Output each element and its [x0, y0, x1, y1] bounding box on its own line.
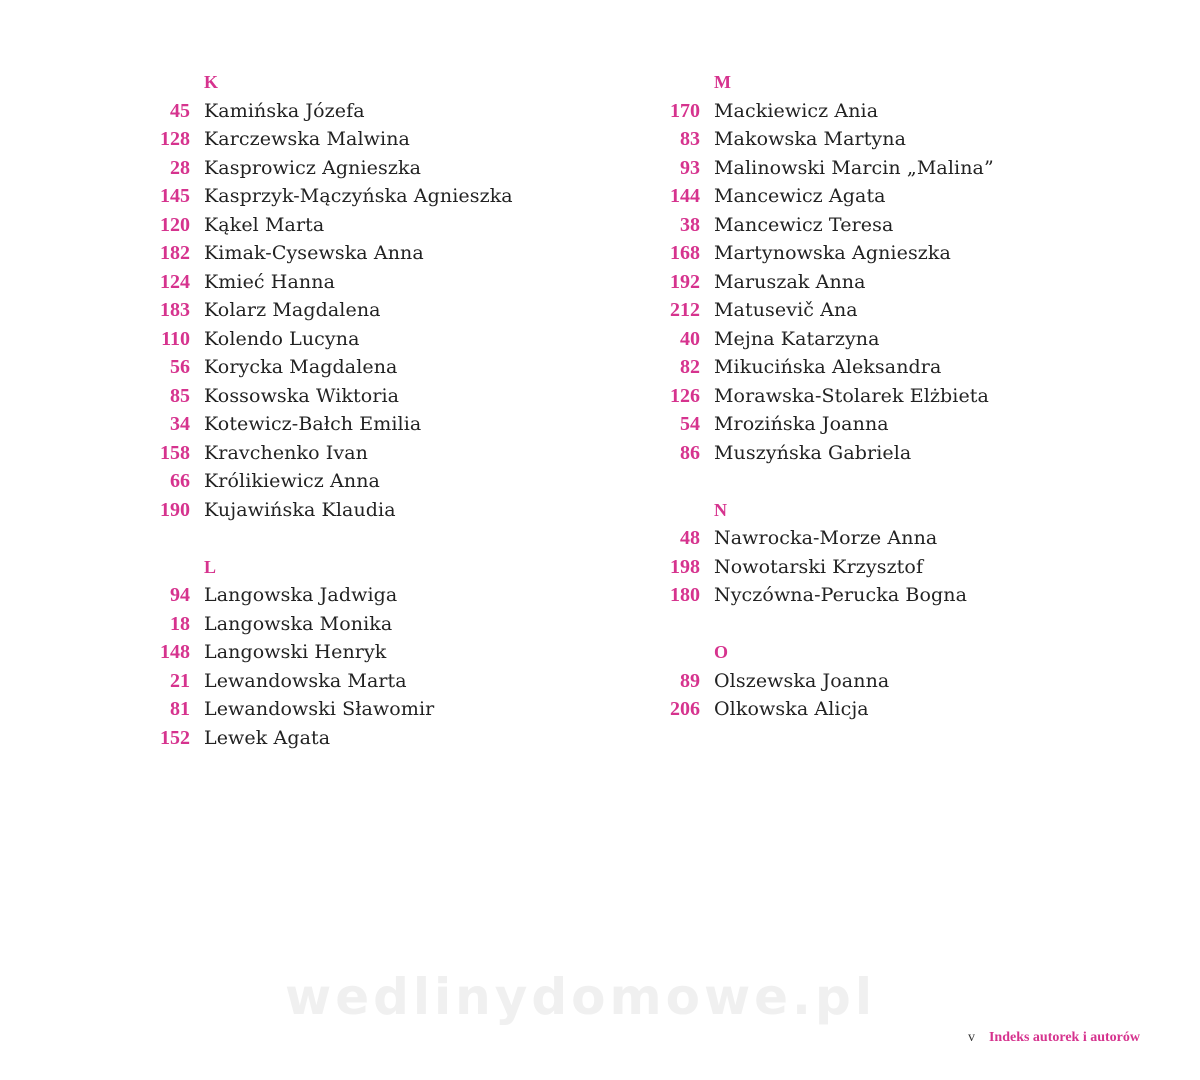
- entry-page-number: 93: [680, 156, 700, 179]
- index-entry: [660, 268, 1180, 297]
- entry-author-name: Nawrocka-Morze Anna: [714, 527, 938, 549]
- entry-author-name: Lewandowska Marta: [204, 669, 407, 692]
- entry-author-name: Kasprzyk-Mączyńska Agnieszka: [204, 185, 513, 207]
- entry-author-name: Mancewicz Teresa: [714, 213, 894, 236]
- index-entry: [660, 410, 1180, 439]
- entry-author-name: Mejna Katarzyna: [714, 327, 880, 350]
- index-entry: [150, 125, 670, 154]
- entry-author-name: Langowska Monika: [204, 612, 393, 635]
- entry-page-number: 158: [160, 441, 190, 464]
- entry-author-name: Lewandowski Sławomir: [204, 698, 435, 720]
- entry-page-number: 145: [160, 185, 190, 207]
- page-number: v: [967, 1030, 975, 1045]
- entry-page-number: 28: [170, 156, 190, 179]
- index-entry: [660, 125, 1180, 154]
- index-entry: [150, 581, 670, 610]
- entry-page-number: 85: [170, 384, 190, 407]
- entry-page-number: 83: [680, 128, 700, 150]
- index-entry: [150, 467, 670, 496]
- index-entry: [150, 638, 670, 667]
- entry-author-name: Kujawińska Klaudia: [204, 498, 396, 521]
- entry-author-name: Nyczówna-Perucka Bogna: [714, 584, 968, 606]
- index-entry: [150, 97, 670, 126]
- entry-page-number: 128: [160, 128, 190, 150]
- entry-page-number: 66: [170, 470, 190, 492]
- running-title: Indeks autorek i autorów: [988, 1030, 1140, 1045]
- entry-author-name: Kolarz Magdalena: [204, 299, 381, 321]
- section-letter: L: [204, 556, 217, 577]
- index-section: [660, 496, 1180, 610]
- page-footer: [968, 1030, 1140, 1046]
- entry-page-number: 148: [160, 641, 190, 663]
- entry-author-name: Kąkel Marta: [204, 213, 325, 236]
- entry-author-name: Kolendo Lucyna: [204, 327, 360, 350]
- index-entry: [150, 353, 670, 382]
- watermark: wedlinydomowe.pl: [285, 968, 876, 1026]
- entry-page-number: 212: [670, 299, 700, 321]
- index-entry: [660, 382, 1180, 411]
- entry-page-number: 183: [160, 299, 190, 321]
- entry-page-number: 86: [680, 441, 700, 464]
- entry-author-name: Kravchenko Ivan: [204, 441, 368, 464]
- section-letter: K: [204, 72, 219, 92]
- entry-page-number: 18: [170, 612, 190, 635]
- entry-page-number: 152: [160, 726, 190, 749]
- index-entry: [150, 239, 670, 268]
- entry-page-number: 124: [160, 270, 190, 293]
- entry-author-name: Kossowska Wiktoria: [204, 384, 400, 407]
- index-entry: [150, 182, 670, 211]
- entry-page-number: 192: [670, 270, 700, 293]
- entry-author-name: Lewek Agata: [204, 726, 331, 749]
- entry-author-name: Korycka Magdalena: [204, 356, 398, 378]
- entry-page-number: 170: [670, 99, 700, 122]
- entry-author-name: Kasprowicz Agnieszka: [204, 156, 422, 179]
- index-entry: [150, 439, 670, 468]
- index-entry: [660, 439, 1180, 468]
- entry-page-number: 45: [170, 99, 190, 122]
- entry-author-name: Langowski Henryk: [204, 641, 387, 663]
- entry-page-number: 168: [670, 242, 700, 264]
- index-column-right: [660, 68, 1180, 752]
- index-entry: [660, 97, 1180, 126]
- entry-page-number: 81: [170, 698, 190, 720]
- entry-author-name: Mancewicz Agata: [714, 185, 886, 207]
- index-entry: [150, 325, 670, 354]
- index-entry: [150, 724, 670, 753]
- index-section: [150, 68, 670, 524]
- entry-author-name: Królikiewicz Anna: [204, 470, 380, 492]
- index-entry: [660, 154, 1180, 183]
- index-section: [660, 638, 1180, 724]
- entry-author-name: Martynowska Agnieszka: [714, 242, 951, 264]
- entry-page-number: 38: [680, 213, 700, 236]
- index-entry: [660, 325, 1180, 354]
- entry-author-name: Malinowski Marcin „Malina”: [714, 156, 994, 179]
- index-entry: [660, 353, 1180, 382]
- index-entry: [150, 695, 670, 724]
- index-entry: [660, 695, 1180, 724]
- entry-page-number: 94: [170, 584, 190, 606]
- entry-author-name: Olszewska Joanna: [714, 669, 890, 692]
- entry-page-number: 120: [160, 213, 190, 236]
- entry-page-number: 34: [170, 413, 190, 435]
- entry-page-number: 89: [680, 669, 700, 692]
- entry-author-name: Maruszak Anna: [714, 270, 866, 293]
- section-letter: N: [714, 499, 727, 520]
- entry-author-name: Nowotarski Krzysztof: [714, 555, 924, 578]
- index-entry: [660, 553, 1180, 582]
- entry-author-name: Langowska Jadwiga: [204, 584, 398, 606]
- index-entry: [150, 268, 670, 297]
- entry-page-number: 21: [170, 669, 190, 692]
- entry-page-number: 82: [680, 356, 700, 378]
- index-entry: [150, 410, 670, 439]
- entry-page-number: 180: [670, 584, 700, 606]
- entry-page-number: 182: [160, 242, 190, 264]
- index-entry: [150, 154, 670, 183]
- entry-page-number: 190: [160, 498, 190, 521]
- entry-page-number: 206: [670, 698, 700, 720]
- entry-page-number: 110: [161, 327, 190, 350]
- index-entry: [660, 667, 1180, 696]
- entry-author-name: Mrozińska Joanna: [714, 413, 889, 435]
- entry-author-name: Matusevič Ana: [714, 299, 858, 321]
- index-entry: [660, 524, 1180, 553]
- entry-page-number: 40: [680, 327, 700, 350]
- entry-author-name: Makowska Martyna: [714, 128, 907, 150]
- entry-author-name: Kamińska Józefa: [204, 99, 365, 122]
- entry-author-name: Kotewicz-Bałch Emilia: [204, 413, 422, 435]
- entry-author-name: Muszyńska Gabriela: [714, 441, 912, 464]
- index-entry: [150, 382, 670, 411]
- index-entry: [660, 296, 1180, 325]
- entry-page-number: 56: [170, 356, 190, 378]
- entry-author-name: Mikucińska Aleksandra: [714, 356, 942, 378]
- index-entry: [150, 496, 670, 525]
- entry-author-name: Mackiewicz Ania: [714, 99, 879, 122]
- index-entry: [660, 211, 1180, 240]
- index-section: [150, 553, 670, 753]
- entry-page-number: 54: [680, 413, 700, 435]
- index-entry: [150, 211, 670, 240]
- entry-author-name: Karczewska Malwina: [204, 128, 410, 150]
- section-letter: M: [714, 72, 731, 92]
- entry-author-name: Olkowska Alicja: [714, 698, 869, 720]
- entry-page-number: 48: [680, 527, 700, 549]
- index-entry: [660, 182, 1180, 211]
- entry-author-name: Kmieć Hanna: [204, 270, 336, 293]
- entry-author-name: Kimak-Cysewska Anna: [204, 242, 424, 264]
- index-entry: [150, 610, 670, 639]
- entry-page-number: 198: [670, 555, 700, 578]
- index-column-left: [150, 68, 670, 781]
- entry-page-number: 126: [670, 384, 700, 407]
- index-entry: [150, 667, 670, 696]
- index-entry: [150, 296, 670, 325]
- index-section: [660, 68, 1180, 467]
- entry-page-number: 144: [670, 185, 700, 207]
- section-letter: O: [714, 642, 729, 662]
- index-entry: [660, 581, 1180, 610]
- index-entry: [660, 239, 1180, 268]
- entry-author-name: Morawska-Stolarek Elżbieta: [714, 384, 989, 407]
